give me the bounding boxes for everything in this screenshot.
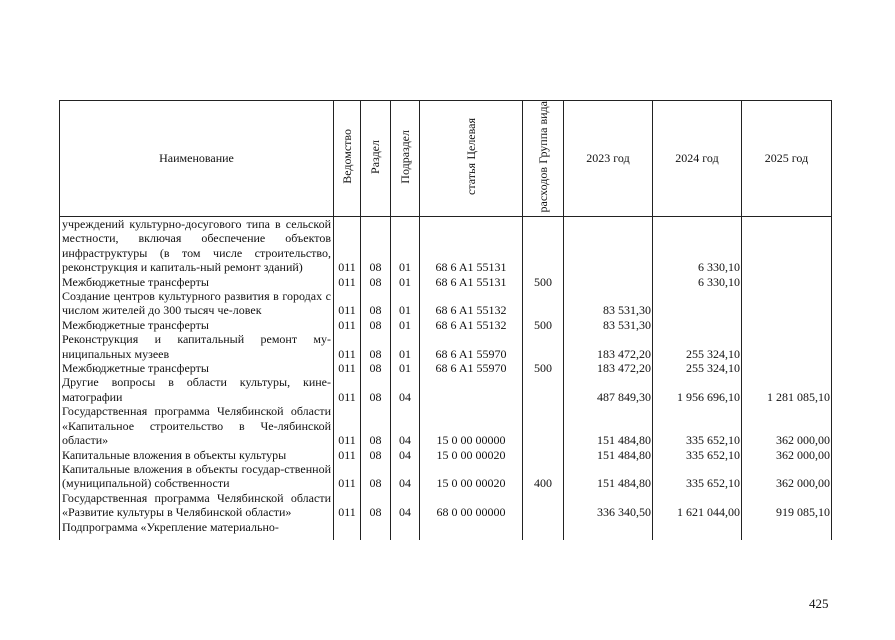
cell-2023: 83 531,30 xyxy=(564,289,653,318)
cell-2024: 255 324,10 xyxy=(653,332,742,361)
header-target-article: Целевая статья xyxy=(420,101,523,217)
header-expense-group: Группа вида расходов xyxy=(523,101,564,217)
cell-name: Межбюджетные трансферты xyxy=(60,318,334,332)
cell-department: 011 xyxy=(334,375,361,404)
cell-2023: 487 849,30 xyxy=(564,375,653,404)
cell-section: 08 xyxy=(361,217,391,275)
cell-subsection: 01 xyxy=(391,217,420,275)
table-row xyxy=(60,318,832,332)
cell-2025 xyxy=(742,289,832,318)
cell-target-article xyxy=(420,520,523,540)
cell-subsection: 04 xyxy=(391,491,420,520)
cell-2023 xyxy=(564,520,653,540)
cell-2023: 183 472,20 xyxy=(564,361,653,375)
cell-2024 xyxy=(653,289,742,318)
cell-2023: 183 472,20 xyxy=(564,332,653,361)
cell-target-article: 15 0 00 00020 xyxy=(420,448,523,462)
cell-expense-group xyxy=(523,217,564,275)
cell-2023 xyxy=(564,217,653,275)
table-row xyxy=(60,404,832,447)
cell-department: 011 xyxy=(334,491,361,520)
cell-expense-group xyxy=(523,448,564,462)
cell-2024: 335 652,10 xyxy=(653,404,742,447)
cell-2025 xyxy=(742,332,832,361)
cell-target-article xyxy=(420,375,523,404)
cell-expense-group xyxy=(523,289,564,318)
cell-2024: 6 330,10 xyxy=(653,217,742,275)
cell-name: Подпрограмма «Укрепление материально- xyxy=(60,520,334,540)
cell-name: Межбюджетные трансферты xyxy=(60,275,334,289)
cell-section xyxy=(361,520,391,540)
cell-2024: 335 652,10 xyxy=(653,448,742,462)
cell-subsection: 04 xyxy=(391,448,420,462)
cell-2023: 151 484,80 xyxy=(564,462,653,491)
cell-2025 xyxy=(742,217,832,275)
cell-2025 xyxy=(742,318,832,332)
cell-target-article: 68 6 A1 55970 xyxy=(420,332,523,361)
cell-subsection: 01 xyxy=(391,275,420,289)
cell-department: 011 xyxy=(334,275,361,289)
table-row xyxy=(60,375,832,404)
cell-name: учреждений культурно-досугового типа в сельской местности, включая обеспечение объектов инфраструктуры (в том числе строительство, реконструкция и капиталь-ный ремонт зданий) xyxy=(60,217,334,275)
cell-department: 011 xyxy=(334,404,361,447)
header-2025: 2025 год xyxy=(742,101,832,217)
budget-table xyxy=(59,100,832,540)
cell-subsection: 01 xyxy=(391,332,420,361)
cell-subsection: 04 xyxy=(391,462,420,491)
cell-subsection: 01 xyxy=(391,289,420,318)
cell-expense-group xyxy=(523,404,564,447)
cell-subsection: 04 xyxy=(391,375,420,404)
header-subsection: Подраздел xyxy=(391,101,420,217)
cell-target-article: 68 0 00 00000 xyxy=(420,491,523,520)
cell-section: 08 xyxy=(361,361,391,375)
cell-2025: 362 000,00 xyxy=(742,404,832,447)
cell-target-article: 68 6 A1 55131 xyxy=(420,217,523,275)
cell-expense-group: 500 xyxy=(523,275,564,289)
cell-name: Капитальные вложения в объекты культуры xyxy=(60,448,334,462)
cell-2024: 6 330,10 xyxy=(653,275,742,289)
cell-2023: 83 531,30 xyxy=(564,318,653,332)
cell-department: 011 xyxy=(334,318,361,332)
cell-subsection: 04 xyxy=(391,404,420,447)
cell-target-article: 15 0 00 00000 xyxy=(420,404,523,447)
cell-2025: 919 085,10 xyxy=(742,491,832,520)
cell-section: 08 xyxy=(361,491,391,520)
cell-2024 xyxy=(653,520,742,540)
table-row xyxy=(60,289,832,318)
cell-name: Капитальные вложения в объекты государ-ственной (муниципальной) собственности xyxy=(60,462,334,491)
cell-section: 08 xyxy=(361,289,391,318)
cell-2025: 362 000,00 xyxy=(742,462,832,491)
cell-name: Создание центров культурного развития в городах с числом жителей до 300 тысяч че-ловек xyxy=(60,289,334,318)
header-department: Ведомство xyxy=(334,101,361,217)
cell-department: 011 xyxy=(334,217,361,275)
cell-2023 xyxy=(564,275,653,289)
table-row xyxy=(60,448,832,462)
cell-section: 08 xyxy=(361,332,391,361)
cell-2025 xyxy=(742,361,832,375)
table-row xyxy=(60,217,832,275)
page-number: 425 xyxy=(809,596,829,611)
cell-2023: 151 484,80 xyxy=(564,448,653,462)
cell-name: Реконструкция и капитальный ремонт му-ниципальных музеев xyxy=(60,332,334,361)
header-section: Раздел xyxy=(361,101,391,217)
cell-name: Государственная программа Челябинской области «Капитальное строительство в Че-лябинской области» xyxy=(60,404,334,447)
cell-target-article: 68 6 A1 55131 xyxy=(420,275,523,289)
cell-target-article: 15 0 00 00020 xyxy=(420,462,523,491)
cell-name: Межбюджетные трансферты xyxy=(60,361,334,375)
cell-2025: 1 281 085,10 xyxy=(742,375,832,404)
header-name: Наименование xyxy=(60,101,334,217)
cell-expense-group xyxy=(523,375,564,404)
cell-2024: 1 621 044,00 xyxy=(653,491,742,520)
header-2023: 2023 год xyxy=(564,101,653,217)
cell-department xyxy=(334,520,361,540)
cell-department: 011 xyxy=(334,361,361,375)
cell-section: 08 xyxy=(361,318,391,332)
cell-expense-group: 400 xyxy=(523,462,564,491)
cell-section: 08 xyxy=(361,448,391,462)
table-row xyxy=(60,275,832,289)
cell-2025 xyxy=(742,275,832,289)
cell-section: 08 xyxy=(361,404,391,447)
cell-2024: 1 956 696,10 xyxy=(653,375,742,404)
cell-expense-group: 500 xyxy=(523,361,564,375)
cell-department: 011 xyxy=(334,462,361,491)
cell-2023: 151 484,80 xyxy=(564,404,653,447)
table-body xyxy=(60,217,832,540)
table-row xyxy=(60,361,832,375)
table-row xyxy=(60,491,832,520)
cell-department: 011 xyxy=(334,448,361,462)
cell-target-article: 68 6 A1 55970 xyxy=(420,361,523,375)
cell-section: 08 xyxy=(361,275,391,289)
table-row xyxy=(60,462,832,491)
table-row xyxy=(60,332,832,361)
cell-2025: 362 000,00 xyxy=(742,448,832,462)
table-row xyxy=(60,520,832,540)
cell-expense-group xyxy=(523,520,564,540)
cell-expense-group xyxy=(523,491,564,520)
cell-expense-group: 500 xyxy=(523,318,564,332)
cell-target-article: 68 6 A1 55132 xyxy=(420,318,523,332)
cell-2024: 255 324,10 xyxy=(653,361,742,375)
cell-subsection xyxy=(391,520,420,540)
cell-2023: 336 340,50 xyxy=(564,491,653,520)
cell-department: 011 xyxy=(334,289,361,318)
cell-2024 xyxy=(653,318,742,332)
cell-subsection: 01 xyxy=(391,318,420,332)
header-2024: 2024 год xyxy=(653,101,742,217)
cell-department: 011 xyxy=(334,332,361,361)
header-row xyxy=(60,101,832,217)
cell-expense-group xyxy=(523,332,564,361)
cell-section: 08 xyxy=(361,462,391,491)
cell-subsection: 01 xyxy=(391,361,420,375)
cell-target-article: 68 6 A1 55132 xyxy=(420,289,523,318)
cell-name: Государственная программа Челябинской области «Развитие культуры в Челябинской области» xyxy=(60,491,334,520)
cell-2025 xyxy=(742,520,832,540)
cell-name: Другие вопросы в области культуры, кине-матографии xyxy=(60,375,334,404)
cell-section: 08 xyxy=(361,375,391,404)
cell-2024: 335 652,10 xyxy=(653,462,742,491)
